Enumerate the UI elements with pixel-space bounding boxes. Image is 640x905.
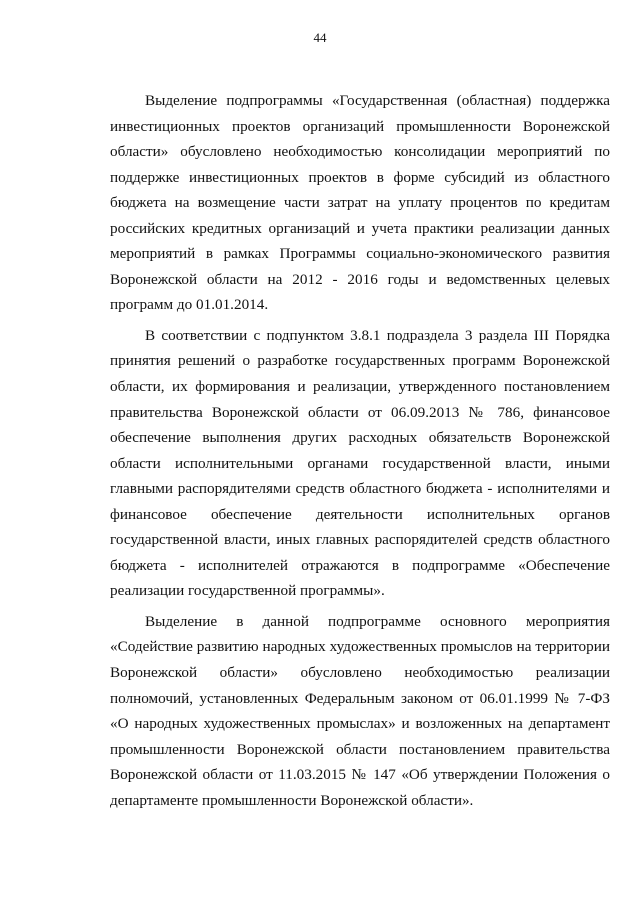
paragraph-2: В соответствии с подпунктом 3.8.1 подраздела 3 раздела III Порядка принятия решений о разработке государственных программ Воронежской области, их формирования и реализации, утвержденного постановлением правительства Воронежской области от 06.09.2013 № 786, финансовое обеспечение выполнения других расходных обязательств Воронежской области исполнительными органами государственной власти, иными главными распорядителями средств областного бюджета - исполнителями и финансовое обеспечение деятельности исполнительных органов государственной власти, иных главных распорядителей средств областного бюджета - исполнителей отражаются в подпрограмме «Обеспечение реализации государственной программы». [110, 326, 610, 600]
body-text [110, 88, 610, 818]
paragraph-1: Выделение подпрограммы «Государственная (областная) поддержка инвестиционных проектов организаций промышленности Воронежской области» обусловлено необходимостью консолидации мероприятий по поддержке инвестиционных проектов в форме субсидий из областного бюджета на возмещение части затрат на уплату процентов по кредитам российских кредитных организаций и учета практики реализации данных мероприятий в рамках Программы социально-экономического развития Воронежской области на 2012 - 2016 годы и ведомственных целевых программ до 01.01.2014. [110, 92, 610, 314]
paragraph-3: Выделение в данной подпрограмме основного мероприятия «Содействие развитию народных художественных промыслов на территории Воронежской области» обусловлено необходимостью реализации полномочий, установленных Федеральным законом от 06.01.1999 № 7-ФЗ «О народных художественных промыслах» и возложенных на департамент промышленности Воронежской области постановлением правительства Воронежской области от 11.03.2015 № 147 «Об утверждении Положения о департаменте промышленности Воронежской области». [110, 612, 610, 809]
page-number: 44 [313, 30, 327, 45]
